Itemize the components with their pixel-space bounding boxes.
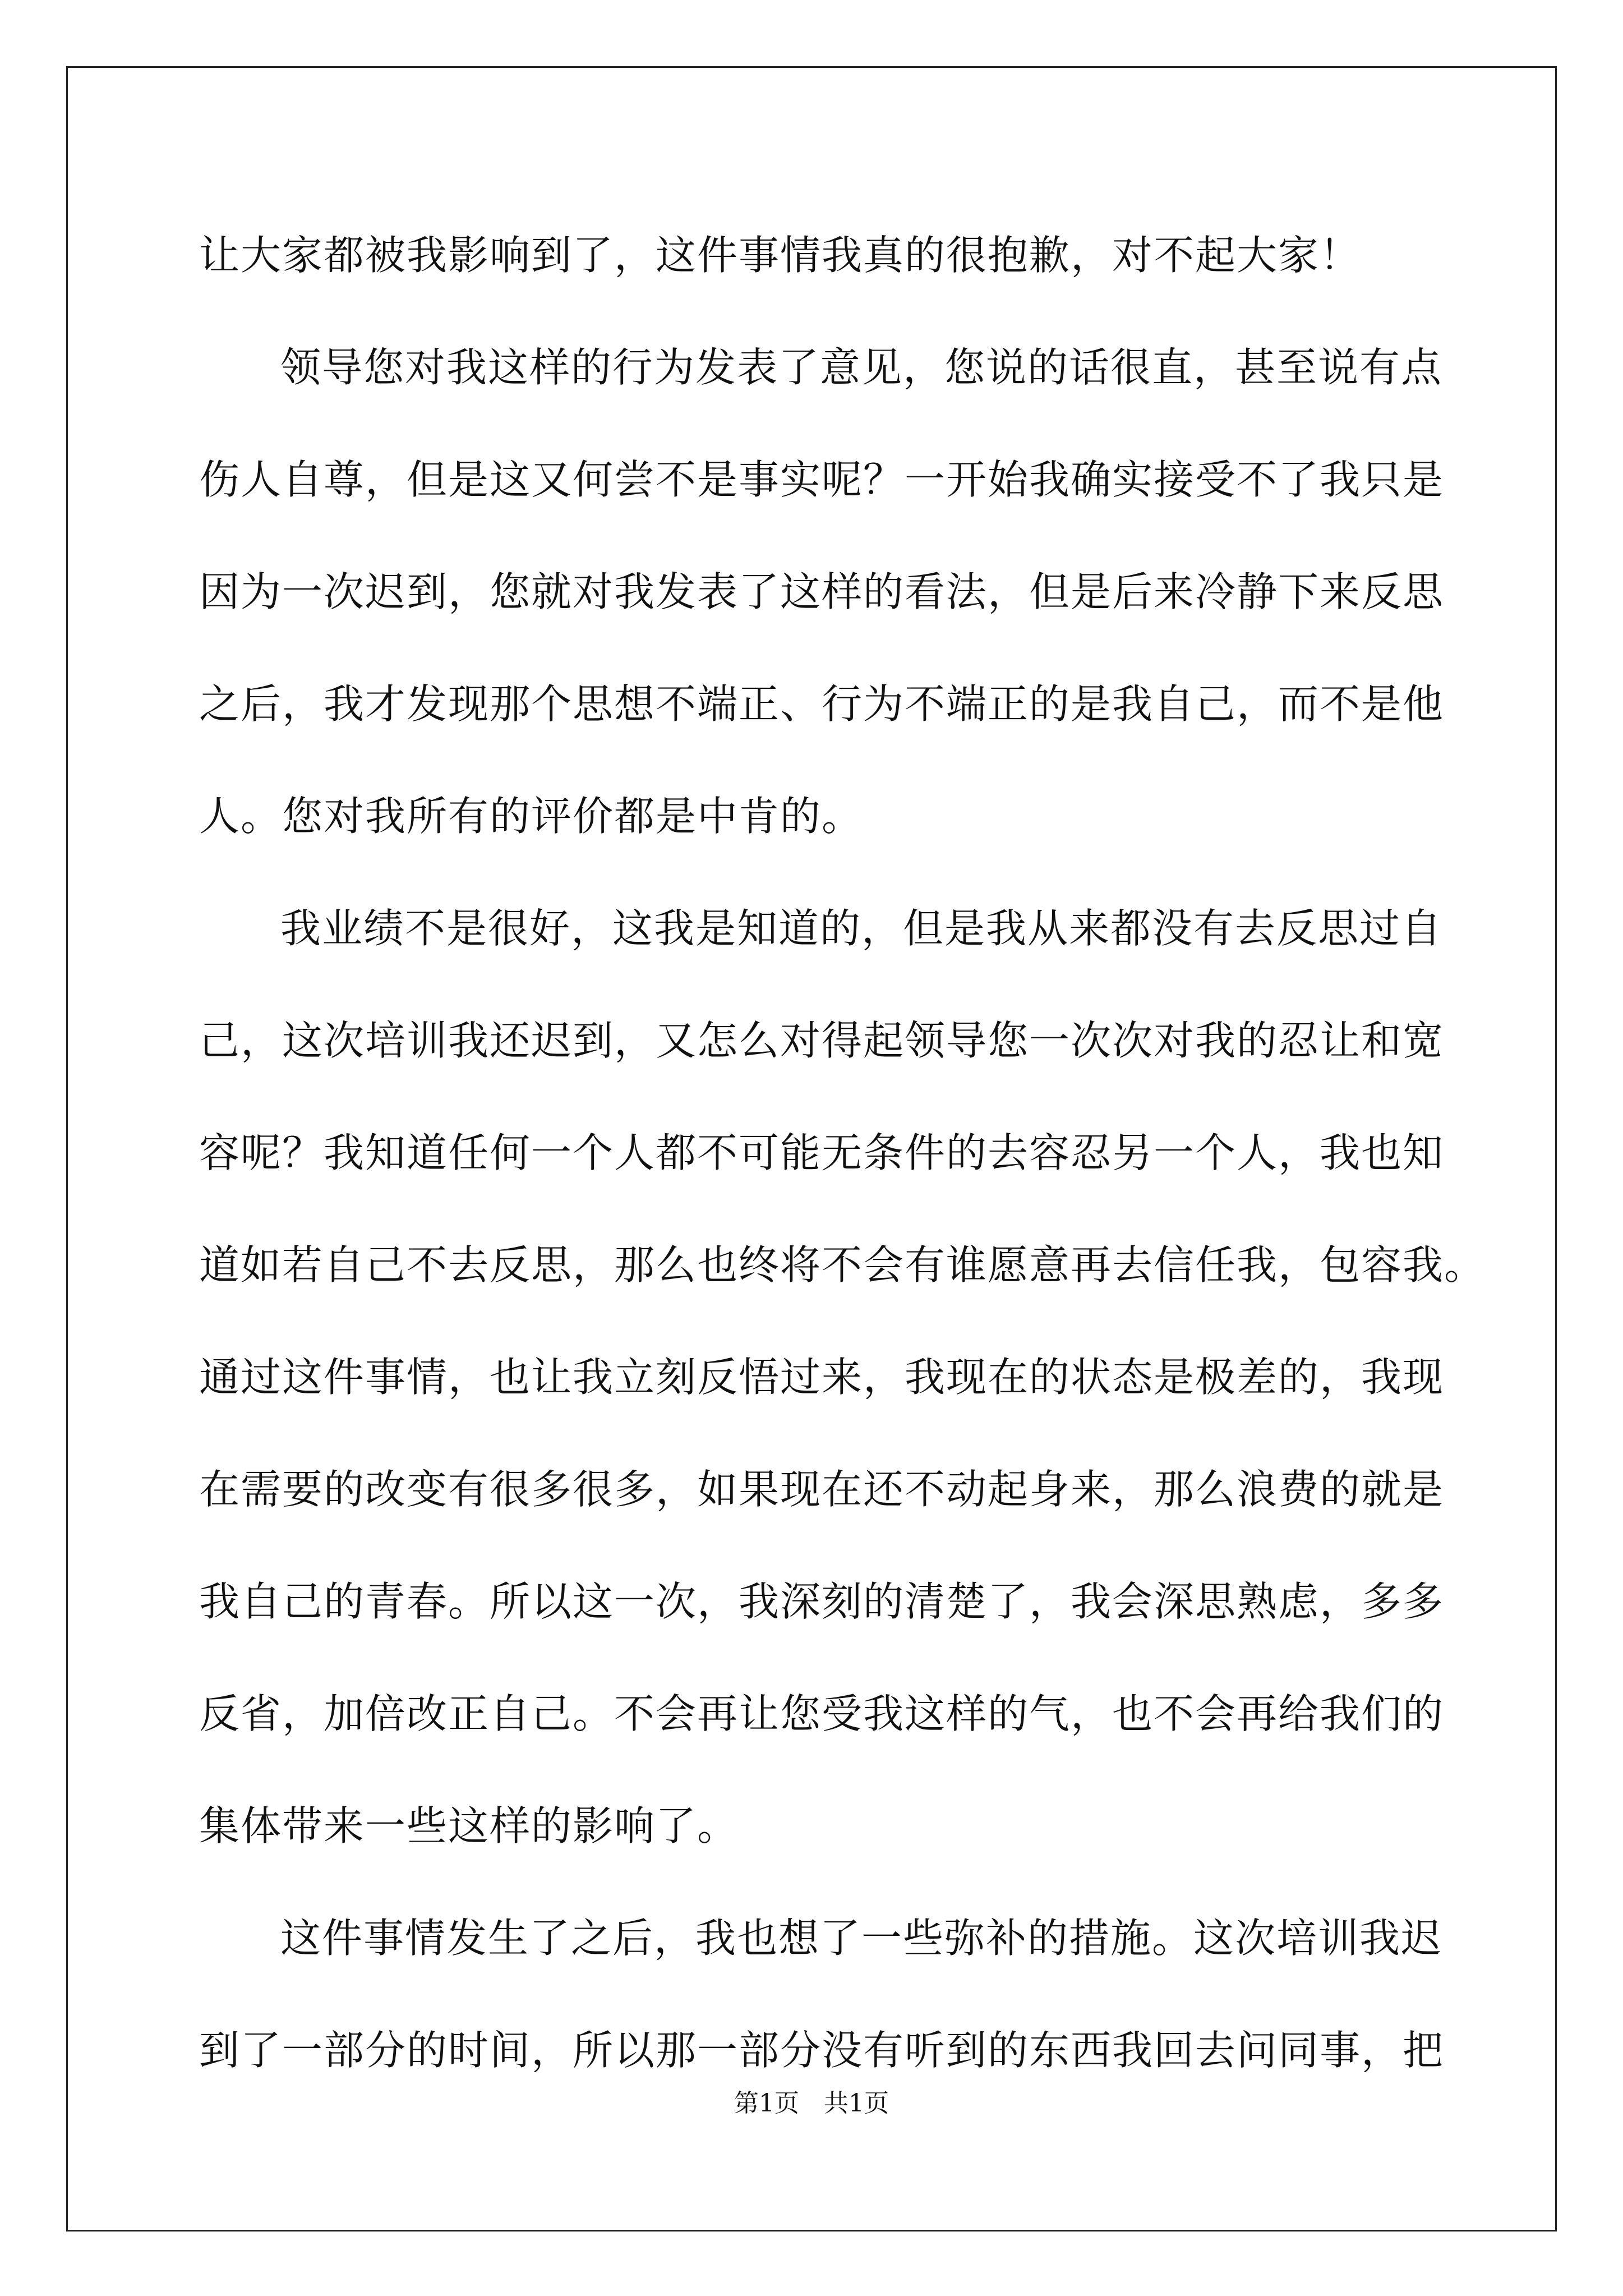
text-line: 道如若自己不去反思，那么也终将不会有谁愿意再去信任我，包容我。 bbox=[199, 1241, 1486, 1289]
text-line: 通过这件事情，也让我立刻反悟过来，我现在的状态是极差的，我现 bbox=[199, 1354, 1445, 1401]
text-line: 我自己的青春。所以这一次，我深刻的清楚了，我会深思熟虑，多多 bbox=[199, 1578, 1445, 1625]
text-line: 因为一次迟到，您就对我发表了这样的看法，但是后来冷静下来反思 bbox=[199, 568, 1445, 615]
page-footer: 第1页 共1页 bbox=[734, 2089, 889, 2118]
text-line: 人。您对我所有的评价都是中肯的。 bbox=[199, 793, 864, 840]
text-line: 在需要的改变有很多很多，如果现在还不动起身来，那么浪费的就是 bbox=[199, 1466, 1445, 1513]
text-line: 容呢？我知道任何一个人都不可能无条件的去容忍另一个人，我也知 bbox=[199, 1129, 1445, 1176]
text-line: 之后，我才发现那个思想不端正、行为不端正的是我自己，而不是他 bbox=[199, 680, 1445, 728]
text-line: 到了一部分的时间，所以那一部分没有听到的东西我回去问同事，把 bbox=[199, 2027, 1445, 2074]
text-line: 反省，加倍改正自己。不会再让您受我这样的气，也不会再给我们的 bbox=[199, 1690, 1445, 1737]
text-line: 己，这次培训我还迟到，又怎么对得起领导您一次次对我的忍让和宽 bbox=[199, 1017, 1445, 1064]
text-line: 我业绩不是很好，这我是知道的，但是我从来都没有去反思过自 bbox=[280, 905, 1443, 952]
text-line: 这件事情发生了之后，我也想了一些弥补的措施。这次培训我迟 bbox=[280, 1915, 1443, 1962]
text-line: 集体带来一些这样的影响了。 bbox=[199, 1802, 739, 1849]
text-line: 伤人自尊，但是这又何尝不是事实呢？一开始我确实接受不了我只是 bbox=[199, 456, 1445, 503]
text-line: 让大家都被我影响到了，这件事情我真的很抱歉，对不起大家！ bbox=[199, 232, 1362, 279]
text-line: 领导您对我这样的行为发表了意见，您说的话很直，甚至说有点 bbox=[280, 344, 1443, 391]
